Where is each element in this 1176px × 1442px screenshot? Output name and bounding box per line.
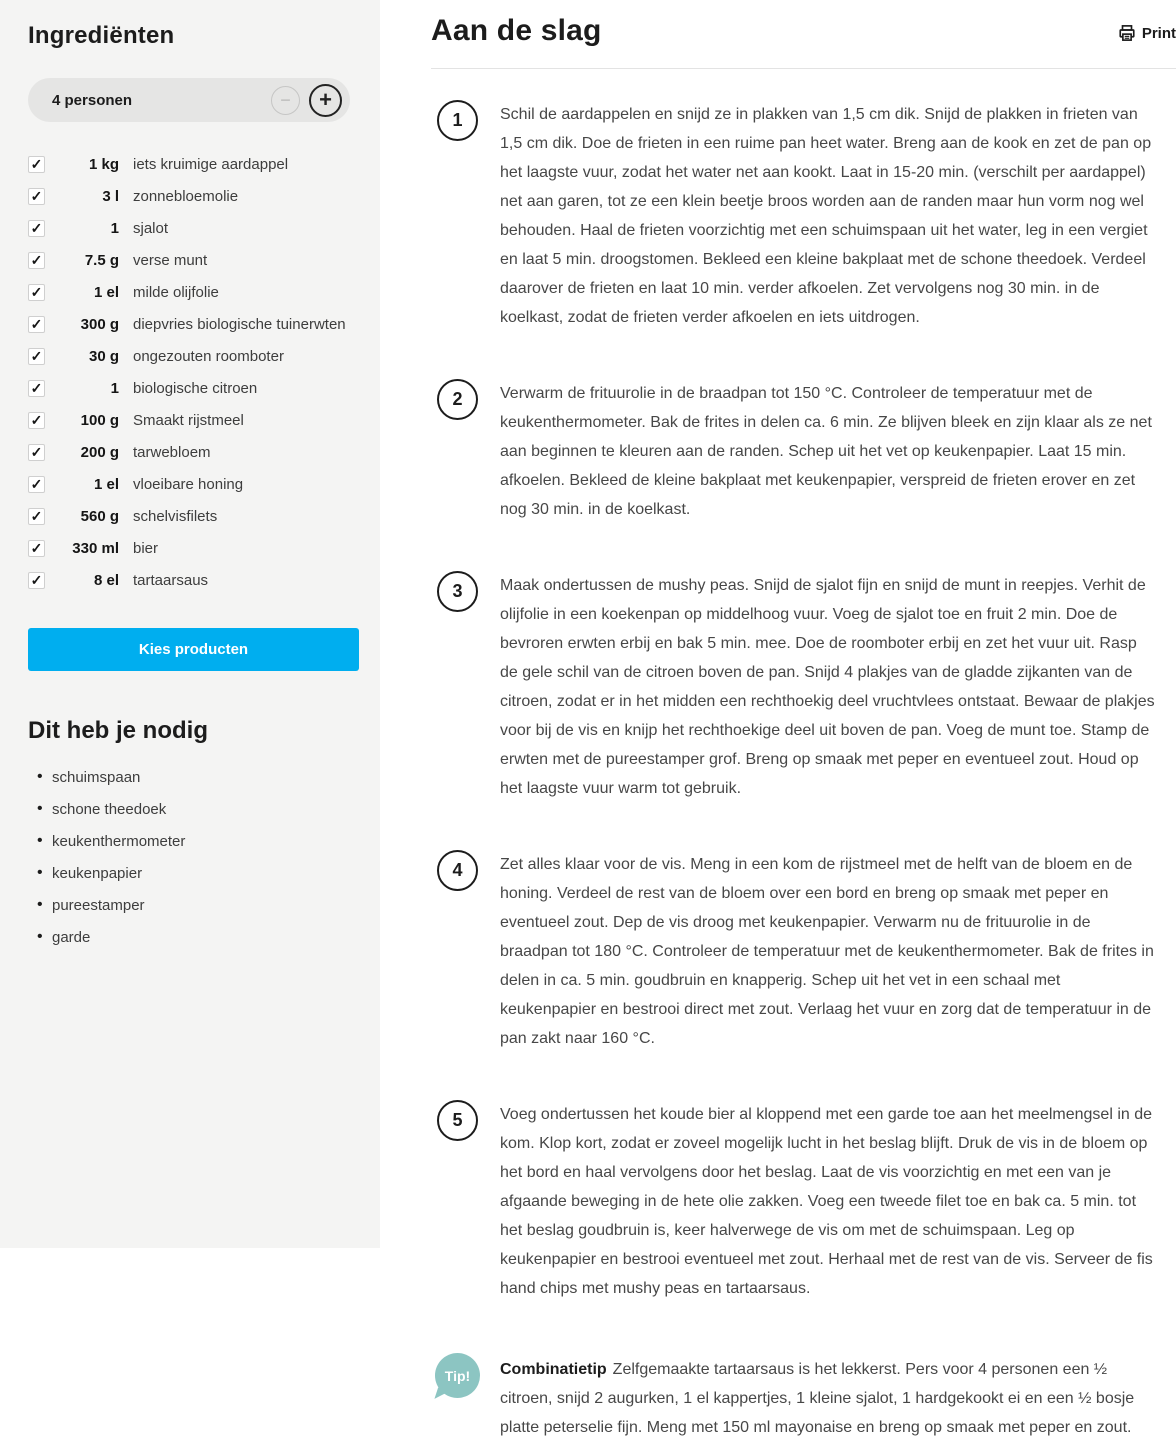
ingredient-checkbox[interactable] xyxy=(28,220,45,237)
print-button[interactable] xyxy=(1118,24,1176,42)
ingredient-name: tarwebloem xyxy=(133,443,211,461)
checkmark-icon: ✓ xyxy=(30,508,43,524)
tip-body: Zelfgemaakte tartaarsaus is het lekkerst. Pers voor 4 personen een ½ citroen, snijd 2 augurken, 1 el kappertjes, 1 kleine sjalot, 1 hardgekookt ei en een ½ bosje platte peterselie fijn. Meng met 150 ml mayonaise en breng op smaak met peper en zout. xyxy=(500,1361,1135,1436)
servings-label: 4 personen xyxy=(52,91,133,109)
ingredient-name: iets kruimige aardappel xyxy=(133,155,289,173)
step-text: Zet alles klaar voor de vis. Meng in een kom de rijstmeel met de helft van de bloem en de honing. Verdeel de rest van de bloem over een bord en breng op smaak met peper en eventueel zout. Dep de vis droog met keukenpapier. Verwarm nu de frituurolie in de braadpan tot 180 °C. Controleer de temperatuur met de keukenthermometer. Bak de frites in delen in ca. 5 min. goudbruin en knapperig. Schep uit het vet in een schaal met keukenpapier en bestrooi direct met zout. Verlaag het vuur en zorg dat de temperatuur in de pan zakt naar 160 °C. xyxy=(500,856,1154,1047)
ingredient-name: Smaakt rijstmeel xyxy=(133,411,244,429)
ingredient-checkbox[interactable] xyxy=(28,252,45,269)
ingredient-quantity: 300 g xyxy=(80,315,119,333)
ingredient-quantity: 100 g xyxy=(80,411,119,429)
ingredient-quantity: 330 ml xyxy=(72,539,119,557)
preparation-section xyxy=(431,0,1176,1442)
checkmark-icon: ✓ xyxy=(30,444,43,460)
tip-section xyxy=(431,1353,1176,1442)
ingredient-name: vloeibare honing xyxy=(133,475,244,493)
sidebar-title: Ingrediënten xyxy=(28,22,175,49)
recipe-step xyxy=(431,850,1176,1053)
ingredient-row xyxy=(28,436,350,468)
ingredient-name: sjalot xyxy=(133,219,169,237)
step-number-badge: 1 xyxy=(437,100,478,141)
checkmark-icon: ✓ xyxy=(30,348,43,364)
step-text: Schil de aardappelen en snijd ze in plakken van 1,5 cm dik. Snijd de plakken in frieten van 1,5 cm dik. Doe de frieten in een ruime pan heet water. Breng aan de kook en zet de pan op het laagste vuur, zodat het water net aan kookt. Laat in 15-20 min. (verschilt per aardappel) net aan garen, tot ze een klein beetje broos worden aan de randen maar hun vorm nog wel behouden. Haal de frieten voorzichtig met een schuimspaan uit het water, leg in een vergiet en laat 5 min. droogstomen. Bekleed een kleine bakplaat met de schone theedoek. Verdeel daarover de frieten en laat 10 min. verder afkoelen. Zet vervolgens nog 30 min. in de koelkast, zodat de frieten verder afkoelen en iets uitdrogen. xyxy=(500,106,1152,326)
step-number-badge: 2 xyxy=(437,379,478,420)
checkmark-icon: ✓ xyxy=(30,252,43,268)
ingredient-checkbox[interactable] xyxy=(28,284,45,301)
ingredient-row xyxy=(28,212,350,244)
recipe-step xyxy=(431,571,1176,803)
ingredient-quantity: 7.5 g xyxy=(84,251,119,269)
ingredient-name: milde olijfolie xyxy=(133,283,219,301)
ingredient-name: tartaarsaus xyxy=(133,571,209,589)
ingredient-checkbox[interactable] xyxy=(28,380,45,397)
steps-list xyxy=(431,100,1176,1303)
ingredient-checkbox[interactable] xyxy=(28,476,45,493)
ingredient-quantity: 1 el xyxy=(93,475,119,493)
step-text: Verwarm de frituurolie in de braadpan tot 150 °C. Controleer de temperatuur met de keukenthermometer. Bak de frites in delen ca. 6 min. Ze blijven bleek en zijn klaar als ze net aan beginnen te kleuren aan de randen. Schep uit het vet op keukenpapier. Laat 15 min. afkoelen. Bekleed de kleine bakplaat met keukenpapier, verspreid de frieten erover en zet nog 30 min. in de koelkast. xyxy=(500,385,1152,518)
ingredient-checkbox[interactable] xyxy=(28,316,45,333)
tip-text xyxy=(500,1355,1155,1442)
step-number-badge: 4 xyxy=(437,850,478,891)
needs-item: • garde xyxy=(28,921,350,953)
ingredient-row xyxy=(28,340,350,372)
recipe-step xyxy=(431,379,1176,524)
ingredient-checkbox[interactable] xyxy=(28,572,45,589)
ingredient-checkbox[interactable] xyxy=(28,540,45,557)
ingredient-quantity: 3 l xyxy=(102,187,119,205)
ingredient-name: verse munt xyxy=(133,251,208,269)
ingredient-quantity: 8 el xyxy=(93,571,119,589)
checkmark-icon: ✓ xyxy=(30,412,43,428)
servings-increase-button[interactable]: + xyxy=(309,84,342,117)
needs-item: • schuimspaan xyxy=(28,761,350,793)
main-header xyxy=(431,0,1176,69)
checkmark-icon: ✓ xyxy=(30,156,43,172)
ingredient-checkbox[interactable] xyxy=(28,508,45,525)
ingredient-quantity: 1 el xyxy=(93,283,119,301)
needs-item: • keukenpapier xyxy=(28,857,350,889)
ingredients-list xyxy=(28,148,350,596)
ingredient-name: biologische citroen xyxy=(133,379,258,397)
checkmark-icon: ✓ xyxy=(30,476,43,492)
ingredient-row xyxy=(28,244,350,276)
servings-decrease-button[interactable]: − xyxy=(271,86,300,115)
servings-stepper xyxy=(28,78,350,122)
ingredient-row xyxy=(28,532,350,564)
needs-item: • pureestamper xyxy=(28,889,350,921)
checkmark-icon: ✓ xyxy=(30,188,43,204)
ingredient-name: schelvisfilets xyxy=(133,507,218,525)
tip-label: Combinatietip xyxy=(500,1361,607,1378)
step-text: Voeg ondertussen het koude bier al kloppend met een garde toe aan het meelmengsel in de kom. Klop kort, zodat er zoveel mogelijk lucht in het beslag blijft. Druk de vis in de bloem op het bord en haal vervolgens door het beslag. Laat de vis voorzichtig en met een van je afgaande beweging in de hete olie zakken. Voeg een tweede filet toe en bak ca. 5 min. tot het beslag goudbruin is, keer halverwege de vis om met de schuimspaan. Leg op keukenpapier en bestrooi eventueel met zout. Herhaal met de rest van de vis. Serveer de fis hand chips met mushy peas en tartaarsaus. xyxy=(500,1106,1153,1297)
needs-list xyxy=(28,761,350,953)
ingredient-row xyxy=(28,276,350,308)
tip-bubble-icon: Tip! xyxy=(435,1353,480,1398)
printer-icon xyxy=(1118,24,1136,42)
ingredient-name: ongezouten roomboter xyxy=(133,347,284,365)
ingredient-name: diepvries biologische tuinerwten xyxy=(133,315,346,333)
ingredient-quantity: 200 g xyxy=(80,443,119,461)
step-number-badge: 5 xyxy=(437,1100,478,1141)
ingredient-row xyxy=(28,468,350,500)
step-number-badge: 3 xyxy=(437,571,478,612)
ingredient-row xyxy=(28,500,350,532)
ingredient-row xyxy=(28,180,350,212)
checkmark-icon: ✓ xyxy=(30,572,43,588)
checkmark-icon: ✓ xyxy=(30,380,43,396)
checkmark-icon: ✓ xyxy=(30,220,43,236)
page-title: Aan de slag xyxy=(431,14,602,47)
print-label: Print xyxy=(1141,24,1176,42)
ingredient-name: bier xyxy=(133,539,159,557)
ingredient-row xyxy=(28,372,350,404)
ingredients-sidebar xyxy=(0,0,380,1248)
ingredient-checkbox[interactable] xyxy=(28,444,45,461)
ingredient-row xyxy=(28,308,350,340)
needs-item: • schone theedoek xyxy=(28,793,350,825)
ingredient-checkbox[interactable] xyxy=(28,156,45,173)
recipe-step xyxy=(431,100,1176,332)
ingredient-quantity: 1 xyxy=(110,219,119,237)
needs-title: Dit heb je nodig xyxy=(28,717,208,744)
choose-products-button[interactable]: Kies producten xyxy=(28,628,359,671)
ingredient-row xyxy=(28,404,350,436)
ingredient-checkbox[interactable] xyxy=(28,188,45,205)
ingredient-quantity: 1 kg xyxy=(88,155,119,173)
ingredient-row xyxy=(28,564,350,596)
ingredient-quantity: 560 g xyxy=(80,507,119,525)
needs-item: • keukenthermometer xyxy=(28,825,350,857)
ingredient-quantity: 1 xyxy=(110,379,119,397)
step-text: Maak ondertussen de mushy peas. Snijd de sjalot fijn en snijd de munt in reepjes. Verhit de olijfolie in een koekenpan op middelhoog vuur. Voeg de sjalot toe en fruit 2 min. Doe de bevroren erwten erbij en bak 5 min. mee. Doe de roomboter erbij en zet het vuur uit. Rasp de gele schil van de citroen boven de pan. Snijd 4 plakjes van de gladde zijkanten van de citroen, zodat er in het midden een rechthoekig deel vruchtvlees ontstaat. Bewaar de plakjes voor bij de vis en knijp het rechthoekige deel uit boven de pan. Voeg de munt toe. Stamp de erwten met de pureestamper grof. Breng op smaak met peper en eventueel zout. Houd op het laagste vuur warm tot gebruik. xyxy=(500,577,1155,797)
checkmark-icon: ✓ xyxy=(30,316,43,332)
checkmark-icon: ✓ xyxy=(30,540,43,556)
ingredient-checkbox[interactable] xyxy=(28,348,45,365)
ingredient-name: zonnebloemolie xyxy=(133,187,239,205)
checkmark-icon: ✓ xyxy=(30,284,43,300)
ingredient-checkbox[interactable] xyxy=(28,412,45,429)
ingredient-quantity: 30 g xyxy=(88,347,119,365)
recipe-step xyxy=(431,1100,1176,1303)
ingredient-row xyxy=(28,148,350,180)
